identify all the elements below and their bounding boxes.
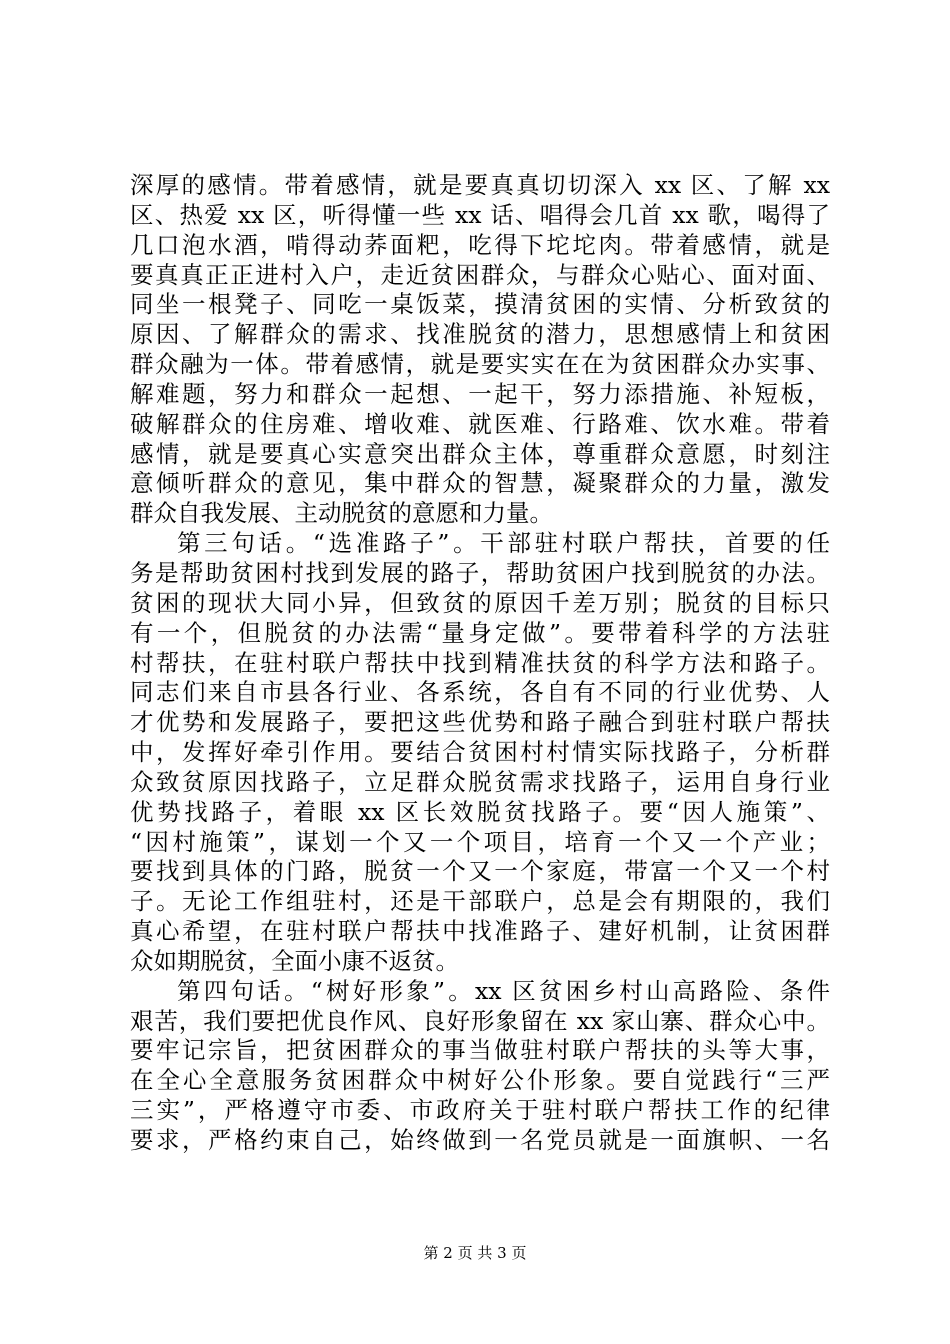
text-line-31: 在全心全意服务贫困群众中树好公仆形象。要自觉践行“三严 bbox=[130, 1066, 830, 1095]
text-line-6: 原因、了解群众的需求、找准脱贫的潜力，思想感情上和贫困 bbox=[130, 320, 830, 349]
page-footer bbox=[0, 1243, 950, 1263]
text-line-18: 同志们来自市县各行业、各系统，各自有不同的行业优势、人 bbox=[130, 678, 830, 707]
text-line-17: 村帮扶，在驻村联户帮扶中找到精准扶贫的科学方法和路子。 bbox=[130, 648, 830, 677]
text-line-29: 艰苦，我们要把优良作风、良好形象留在 xx 家山寨、群众心中。 bbox=[130, 1006, 830, 1035]
text-line-25: 子。无论工作组驻村，还是干部联户，总是会有期限的，我们 bbox=[130, 887, 830, 916]
text-line-26: 真心希望，在驻村联户帮扶中找准路子、建好机制，让贫困群 bbox=[130, 917, 830, 946]
text-line-14: 务是帮助贫困村找到发展的路子，帮助贫困户找到脱贫的办法。 bbox=[130, 558, 830, 587]
text-line-8: 解难题，努力和群众一起想、一起干，努力添措施、补短板， bbox=[130, 379, 830, 408]
text-line-10: 感情，就是要真心实意突出群众主体，尊重群众意愿，时刻注 bbox=[130, 439, 830, 468]
text-line-20: 中，发挥好牵引作用。要结合贫困村村情实际找路子，分析群 bbox=[130, 738, 830, 767]
text-line-19: 才优势和发展路子，要把这些优势和路子融合到驻村联户帮扶 bbox=[130, 708, 830, 737]
text-line-16: 有一个，但脱贫的办法需“量身定做”。要带着科学的方法驻 bbox=[130, 618, 830, 647]
text-line-30: 要牢记宗旨，把贫困群众的事当做驻村联户帮扶的头等大事， bbox=[130, 1036, 830, 1065]
text-line-2: 区、热爱 xx 区，听得懂一些 xx 话、唱得会几首 xx 歌，喝得了 bbox=[130, 200, 830, 229]
text-line-15: 贫困的现状大同小异，但致贫的原因千差万别；脱贫的目标只 bbox=[130, 588, 830, 617]
text-line-12: 群众自我发展、主动脱贫的意愿和力量。 bbox=[130, 499, 553, 528]
text-line-33: 要求，严格约束自己，始终做到一名党员就是一面旗帜、一名 bbox=[130, 1126, 830, 1154]
text-line-3: 几口泡水酒，啃得动荞面粑，吃得下坨坨肉。带着感情，就是 bbox=[130, 230, 830, 259]
text-line-22: 优势找路子，着眼 xx 区长效脱贫找路子。要“因人施策”、 bbox=[130, 797, 830, 826]
text-line-11: 意倾听群众的意见，集中群众的智慧，凝聚群众的力量，激发 bbox=[130, 469, 830, 498]
text-line-5: 同坐一根凳子、同吃一桌饭菜，摸清贫困的实情、分析致贫的 bbox=[130, 290, 830, 319]
text-line-21: 众致贫原因找路子，立足群众脱贫需求找路子，运用自身行业 bbox=[130, 767, 830, 796]
text-line-1: 深厚的感情。带着感情，就是要真真切切深入 xx 区、了解 xx bbox=[130, 171, 831, 199]
text-line-7: 群众融为一体。带着感情，就是要实实在在为贫困群众办实事、 bbox=[130, 350, 830, 379]
text-line-27: 众如期脱贫，全面小康不返贫。 bbox=[130, 946, 459, 975]
text-line-32: 三实”，严格遵守市委、市政府关于驻村联户帮扶工作的纪律 bbox=[130, 1096, 830, 1125]
body-text bbox=[130, 171, 830, 1156]
text-line-4: 要真真正正进村入户，走近贫困群众，与群众心贴心、面对面、 bbox=[130, 260, 830, 289]
text-line-23: “因村施策”，谋划一个又一个项目，培育一个又一个产业； bbox=[130, 827, 830, 856]
text-line-13: 第三句话。“选准路子”。干部驻村联户帮扶，首要的任 bbox=[177, 529, 830, 558]
text-line-24: 要找到具体的门路，脱贫一个又一个家庭，带富一个又一个村 bbox=[130, 857, 830, 886]
text-line-28: 第四句话。“树好形象”。xx 区贫困乡村山高路险、条件 bbox=[177, 976, 830, 1005]
page-number-label: 第 2 页 共 3 页 bbox=[423, 1244, 527, 1262]
text-line-9: 破解群众的住房难、增收难、就医难、行路难、饮水难。带着 bbox=[130, 409, 830, 438]
